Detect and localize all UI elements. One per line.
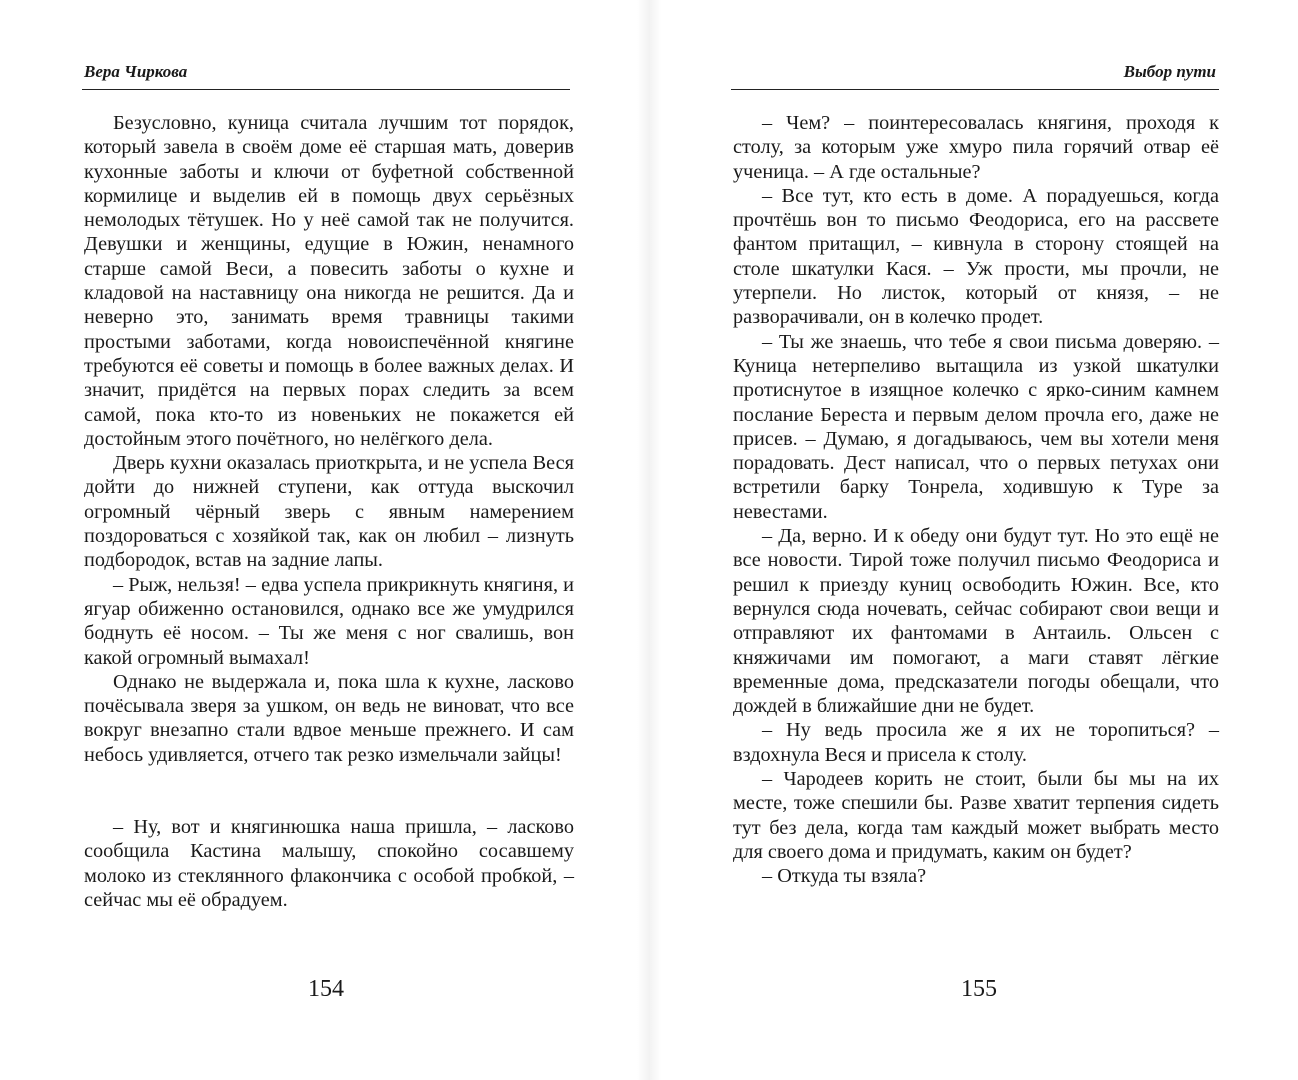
left-header-rule — [82, 89, 570, 90]
paragraph: Безусловно, куница считала лучшим тот порядок, который завела в своём доме её старшая мать, доверив кухонные заботы и ключи от буфетной собственной кормилице и выделив ей в помощь двух серьёзных немолодых тётушек. Но у неё самой так не получится. Девушки и женщины, едущие в Южин, ненамного старше самой Веси, а повесить заботы о кухне и кладовой на наставницу она никогда не решится. Да и неверно это, занимать время травницы такими простыми заботами, когда новоиспечённой княгине требуются её советы и помощь в более важных делах. И значит, придётся на первых порах следить за всем самой, пока кто-то из новеньких не покажется ей достойным этого почётного, но нелёгкого дела. — [84, 112, 574, 450]
paragraph: – Ну ведь просила же я их не торопиться? – вздохнула Веся и присела к столу. — [733, 719, 1219, 766]
paragraph: Однако не выдержала и, пока шла к кухне, ласково почёсывала зверя за ушком, он ведь не виноват, что все вокруг внезапно стали вдвое меньше прежнего. И сам небось удивляется, отчего так резко измельчали зайцы! — [84, 670, 574, 766]
left-page-number: 154 — [308, 976, 344, 1002]
right-page-number: 155 — [961, 976, 997, 1002]
paragraph: – Чародеев корить не стоит, были бы мы на их месте, тоже спешили бы. Разве хватит терпения сидеть тут без дела, когда там каждый может выбрать место для своего дома и придумать, каким он будет? — [733, 768, 1219, 863]
paragraph: – Да, верно. И к обеду они будут тут. Но это ещё не все новости. Тирой тоже получил письмо Феодориса и решил к приезду куниц освободить Южин. Все, кто вернулся сюда ночевать, сейчас собирают свои вещи и отправляют их фантомами в Антаиль. Ольсен с княжичами им помогают, а маги ставят лёгкие временные дома, предсказатели погоды обещали, что дождей в ближайшие дни не будет. — [733, 525, 1219, 718]
paragraph: – Откуда ты взяла? — [762, 865, 927, 888]
left-running-head: Вера Чиркова — [84, 62, 188, 81]
paragraph: – Ну, вот и княгинюшка наша пришла, – ласково сообщила Кастина малышу, спокойно сосавшему молоко из стеклянного флакончика с особой пробкой, – сейчас мы её обрадуем. — [84, 816, 574, 911]
paragraph: – Все тут, кто есть в доме. А порадуешься, когда прочтёшь вон то письмо Феодориса, его на рассвете фантом притащил, – кивнула в сторону стоящей на столе шкатулки Кася. – Уж прости, мы прочли, не утерпели. Но листок, который от князя, – не разворачивали, он в колечко продет. — [733, 184, 1219, 329]
paragraph: – Ты же знаешь, что тебе я свои письма доверяю. – Куница нетерпеливо вытащила из узкой шкатулки протиснутое в изящное колечко с ярко-синим камнем послание Береста и первым делом прочла его, даже не присев. – Думаю, я догадываюсь, чем вы хотели меня порадовать. Дест написал, что о первых петухах они встретили барку Тонрела, ходившую к Туре за невестами. — [733, 330, 1219, 523]
paragraph: – Чем? – поинтересовалась княгиня, проходя к столу, за которым уже хмуро пила горячий отвар её ученица. – А где остальные? — [733, 112, 1219, 183]
paragraph: – Рыж, нельзя! – едва успела прикрикнуть княгиня, и ягуар обиженно остановился, однако все же умудрился боднуть её носом. – Ты же меня с ног свалишь, вон какой огромный вымахал! — [84, 573, 574, 669]
right-page — [649, 0, 1298, 1080]
left-page-text — [84, 111, 574, 912]
right-running-head: Выбор пути — [1123, 62, 1216, 81]
right-page-text — [733, 111, 1219, 889]
right-header-rule — [731, 89, 1219, 90]
paragraph: Дверь кухни оказалась приоткрыта, и не успела Веся дойти до нижней ступени, как оттуда выскочил огромный чёрный зверь с явным намерением поздороваться с хозяйкой так, как он любил – лизнуть подбородок, встав на задние лапы. — [84, 452, 574, 572]
